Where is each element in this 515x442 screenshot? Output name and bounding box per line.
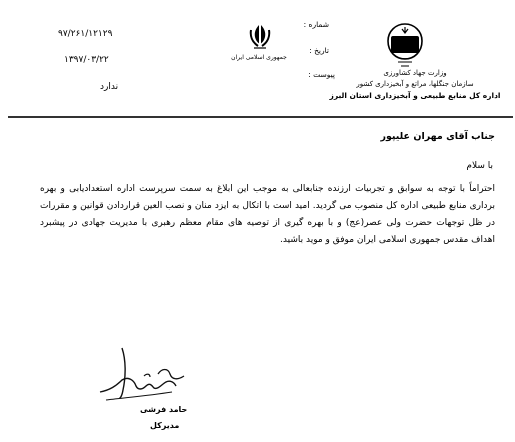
salutation: با سلام — [466, 161, 493, 171]
date-label: تاریخ : — [309, 46, 329, 55]
organization-name — [325, 68, 505, 101]
date-value: ۱۳۹۷/۰۳/۲۲ — [64, 55, 109, 65]
letterhead — [0, 0, 515, 118]
jihad-agriculture-logo — [384, 22, 426, 70]
signer-title: مدیرکل — [150, 421, 180, 430]
signer-name: حامد فرشی — [140, 405, 188, 414]
handwritten-signature — [92, 346, 192, 408]
republic-label: جمهوری اسلامی ایران — [231, 54, 287, 61]
org-line-organization: سازمان جنگلها، مراتع و آبخیزداری کشور — [356, 80, 474, 88]
number-label: شماره : — [303, 20, 329, 29]
org-line-department: اداره کل منابع طبیعی و آبخیزداری استان البرز — [329, 91, 501, 100]
recipient: جناب آقای مهران علیپور — [380, 131, 495, 142]
number-value: ۹۷/۲۶۱/۱۲۱۲۹ — [58, 29, 113, 39]
letter-body: احتراماً با توجه به سوابق و تجربیات ارزنده جنابعالی به موجب این ابلاغ به سمت سرپرست اداره استعدادیابی و بهره برداری منابع طبیعی اداره کل منصوب می گردید. امید است با اتکال به ایزد منان و نصب العین قراردادن قوانین و مقررات در ظل توجهات حضرت ولی عصر(عج) و با بهره گیری از توصیه های مقام معظم رهبری با مدیریت جهادی در پیشبرد اهداف مقدس جمهوری اسلامی ایران موفق و موید باشید. — [40, 184, 495, 245]
attachment-value: ندارد — [100, 82, 119, 92]
attachment-label: پیوست : — [308, 70, 335, 79]
header-divider — [8, 116, 513, 118]
iran-emblem-icon — [248, 22, 272, 50]
org-line-ministry: وزارت جهاد کشاورزی — [383, 69, 447, 77]
